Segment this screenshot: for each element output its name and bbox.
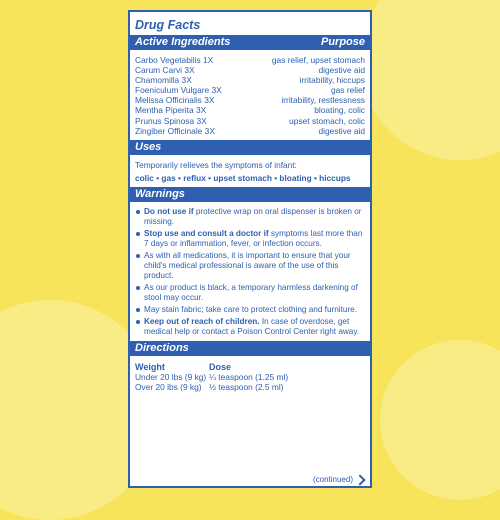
ingredient-row bbox=[135, 55, 365, 65]
ingredient-name: Chamomilla 3X bbox=[135, 75, 192, 86]
directions-section bbox=[130, 356, 370, 392]
ingredient-purpose: irritability, restlessness bbox=[281, 95, 365, 106]
warning-text: protective wrap on oral dispenser is broken or missing. bbox=[144, 207, 362, 227]
warning-bold: Keep out of reach of children. bbox=[144, 317, 260, 327]
warning-bold: Stop use and consult a doctor if bbox=[144, 229, 269, 239]
chevron-right-icon bbox=[354, 474, 365, 485]
ingredient-name: Carum Carvi 3X bbox=[135, 65, 195, 76]
ingredient-purpose: digestive aid bbox=[318, 65, 365, 76]
bullet-icon bbox=[136, 308, 140, 312]
warning-text: As our product is black, a temporary harmless darkening of stool may occur. bbox=[144, 283, 358, 303]
directions-table bbox=[135, 362, 365, 392]
ingredient-row bbox=[135, 75, 365, 85]
directions-header bbox=[130, 341, 370, 356]
direction-dose: ¼ teaspoon (1.25 ml) bbox=[209, 372, 289, 383]
uses-section bbox=[130, 155, 370, 188]
direction-weight: Under 20 lbs (9 kg) bbox=[135, 372, 207, 383]
ingredient-row bbox=[135, 116, 365, 126]
continued-indicator bbox=[313, 475, 364, 484]
ingredient-purpose: gas relief, upset stomach bbox=[271, 55, 365, 65]
continued-label: (continued) bbox=[312, 475, 353, 484]
ingredient-row bbox=[135, 126, 365, 136]
warning-bold: Do not use if bbox=[144, 207, 194, 217]
direction-weight: Over 20 lbs (9 kg) bbox=[135, 382, 202, 393]
uses-symptoms: colic • gas • reflux • upset stomach • bloating • hiccups bbox=[135, 173, 351, 184]
ingredients-list bbox=[130, 50, 370, 140]
ingredient-purpose: upset stomach, colic bbox=[289, 115, 365, 126]
ingredient-name: Zingiber Officinale 3X bbox=[135, 125, 215, 136]
background-blob bbox=[380, 340, 500, 500]
ingredient-name: Prunus Spinosa 3X bbox=[135, 115, 207, 126]
warning-text: In case of overdose, get medical help or contact a Poison Control Center right away. bbox=[144, 317, 360, 337]
bullet-icon bbox=[136, 320, 140, 324]
ingredient-purpose: irritability, hiccups bbox=[299, 75, 365, 86]
drug-facts-panel bbox=[128, 10, 372, 488]
dose-column-header: Dose bbox=[209, 362, 232, 373]
warning-text: symptoms last more than 7 days or inflammation, fever, or infection occurs. bbox=[144, 229, 363, 249]
ingredient-name: Foeniculum Vulgare 3X bbox=[135, 85, 222, 96]
ingredient-purpose: bloating, colic bbox=[314, 105, 365, 116]
purpose-label: Purpose bbox=[320, 36, 365, 48]
uses-header bbox=[130, 140, 370, 155]
uses-label: Uses bbox=[135, 140, 162, 153]
uses-text: Temporarily relieves the symptoms of infant: bbox=[135, 159, 297, 170]
drug-facts-title: Drug Facts bbox=[135, 18, 201, 32]
warnings-list bbox=[130, 202, 370, 341]
warning-item bbox=[135, 305, 365, 315]
ingredient-name: Melissa Officinalis 3X bbox=[135, 95, 215, 106]
ingredient-row bbox=[135, 65, 365, 75]
warning-text: As with all medications, it is important to ensure that your child's medical professional is aware of the use of this product. bbox=[144, 251, 351, 281]
background-blob bbox=[360, 0, 500, 160]
warning-item bbox=[135, 207, 365, 227]
warnings-header bbox=[130, 187, 370, 202]
warning-text: May stain fabric; take care to protect clothing and furniture. bbox=[144, 305, 357, 315]
bullet-icon bbox=[136, 210, 140, 214]
warning-item bbox=[135, 283, 365, 303]
weight-column-header: Weight bbox=[135, 362, 165, 373]
warning-item bbox=[135, 317, 365, 337]
warning-item bbox=[135, 251, 365, 281]
ingredient-row bbox=[135, 105, 365, 115]
bullet-icon bbox=[136, 232, 140, 236]
warning-item bbox=[135, 229, 365, 249]
directions-label: Directions bbox=[135, 342, 189, 355]
active-ingredients-label: Active Ingredients bbox=[135, 36, 231, 48]
ingredient-purpose: gas relief bbox=[331, 85, 365, 96]
ingredient-row bbox=[135, 85, 365, 95]
active-ingredients-header bbox=[130, 35, 370, 50]
warnings-label: Warnings bbox=[135, 188, 185, 201]
ingredient-name: Mentha Piperita 3X bbox=[135, 105, 207, 116]
direction-dose: ½ teaspoon (2.5 ml) bbox=[209, 382, 284, 393]
ingredient-purpose: digestive aid bbox=[318, 125, 365, 136]
bullet-icon bbox=[136, 286, 140, 290]
bullet-icon bbox=[136, 254, 140, 258]
ingredient-name: Carbo Vegetabilis 1X bbox=[135, 55, 214, 65]
ingredient-row bbox=[135, 95, 365, 105]
